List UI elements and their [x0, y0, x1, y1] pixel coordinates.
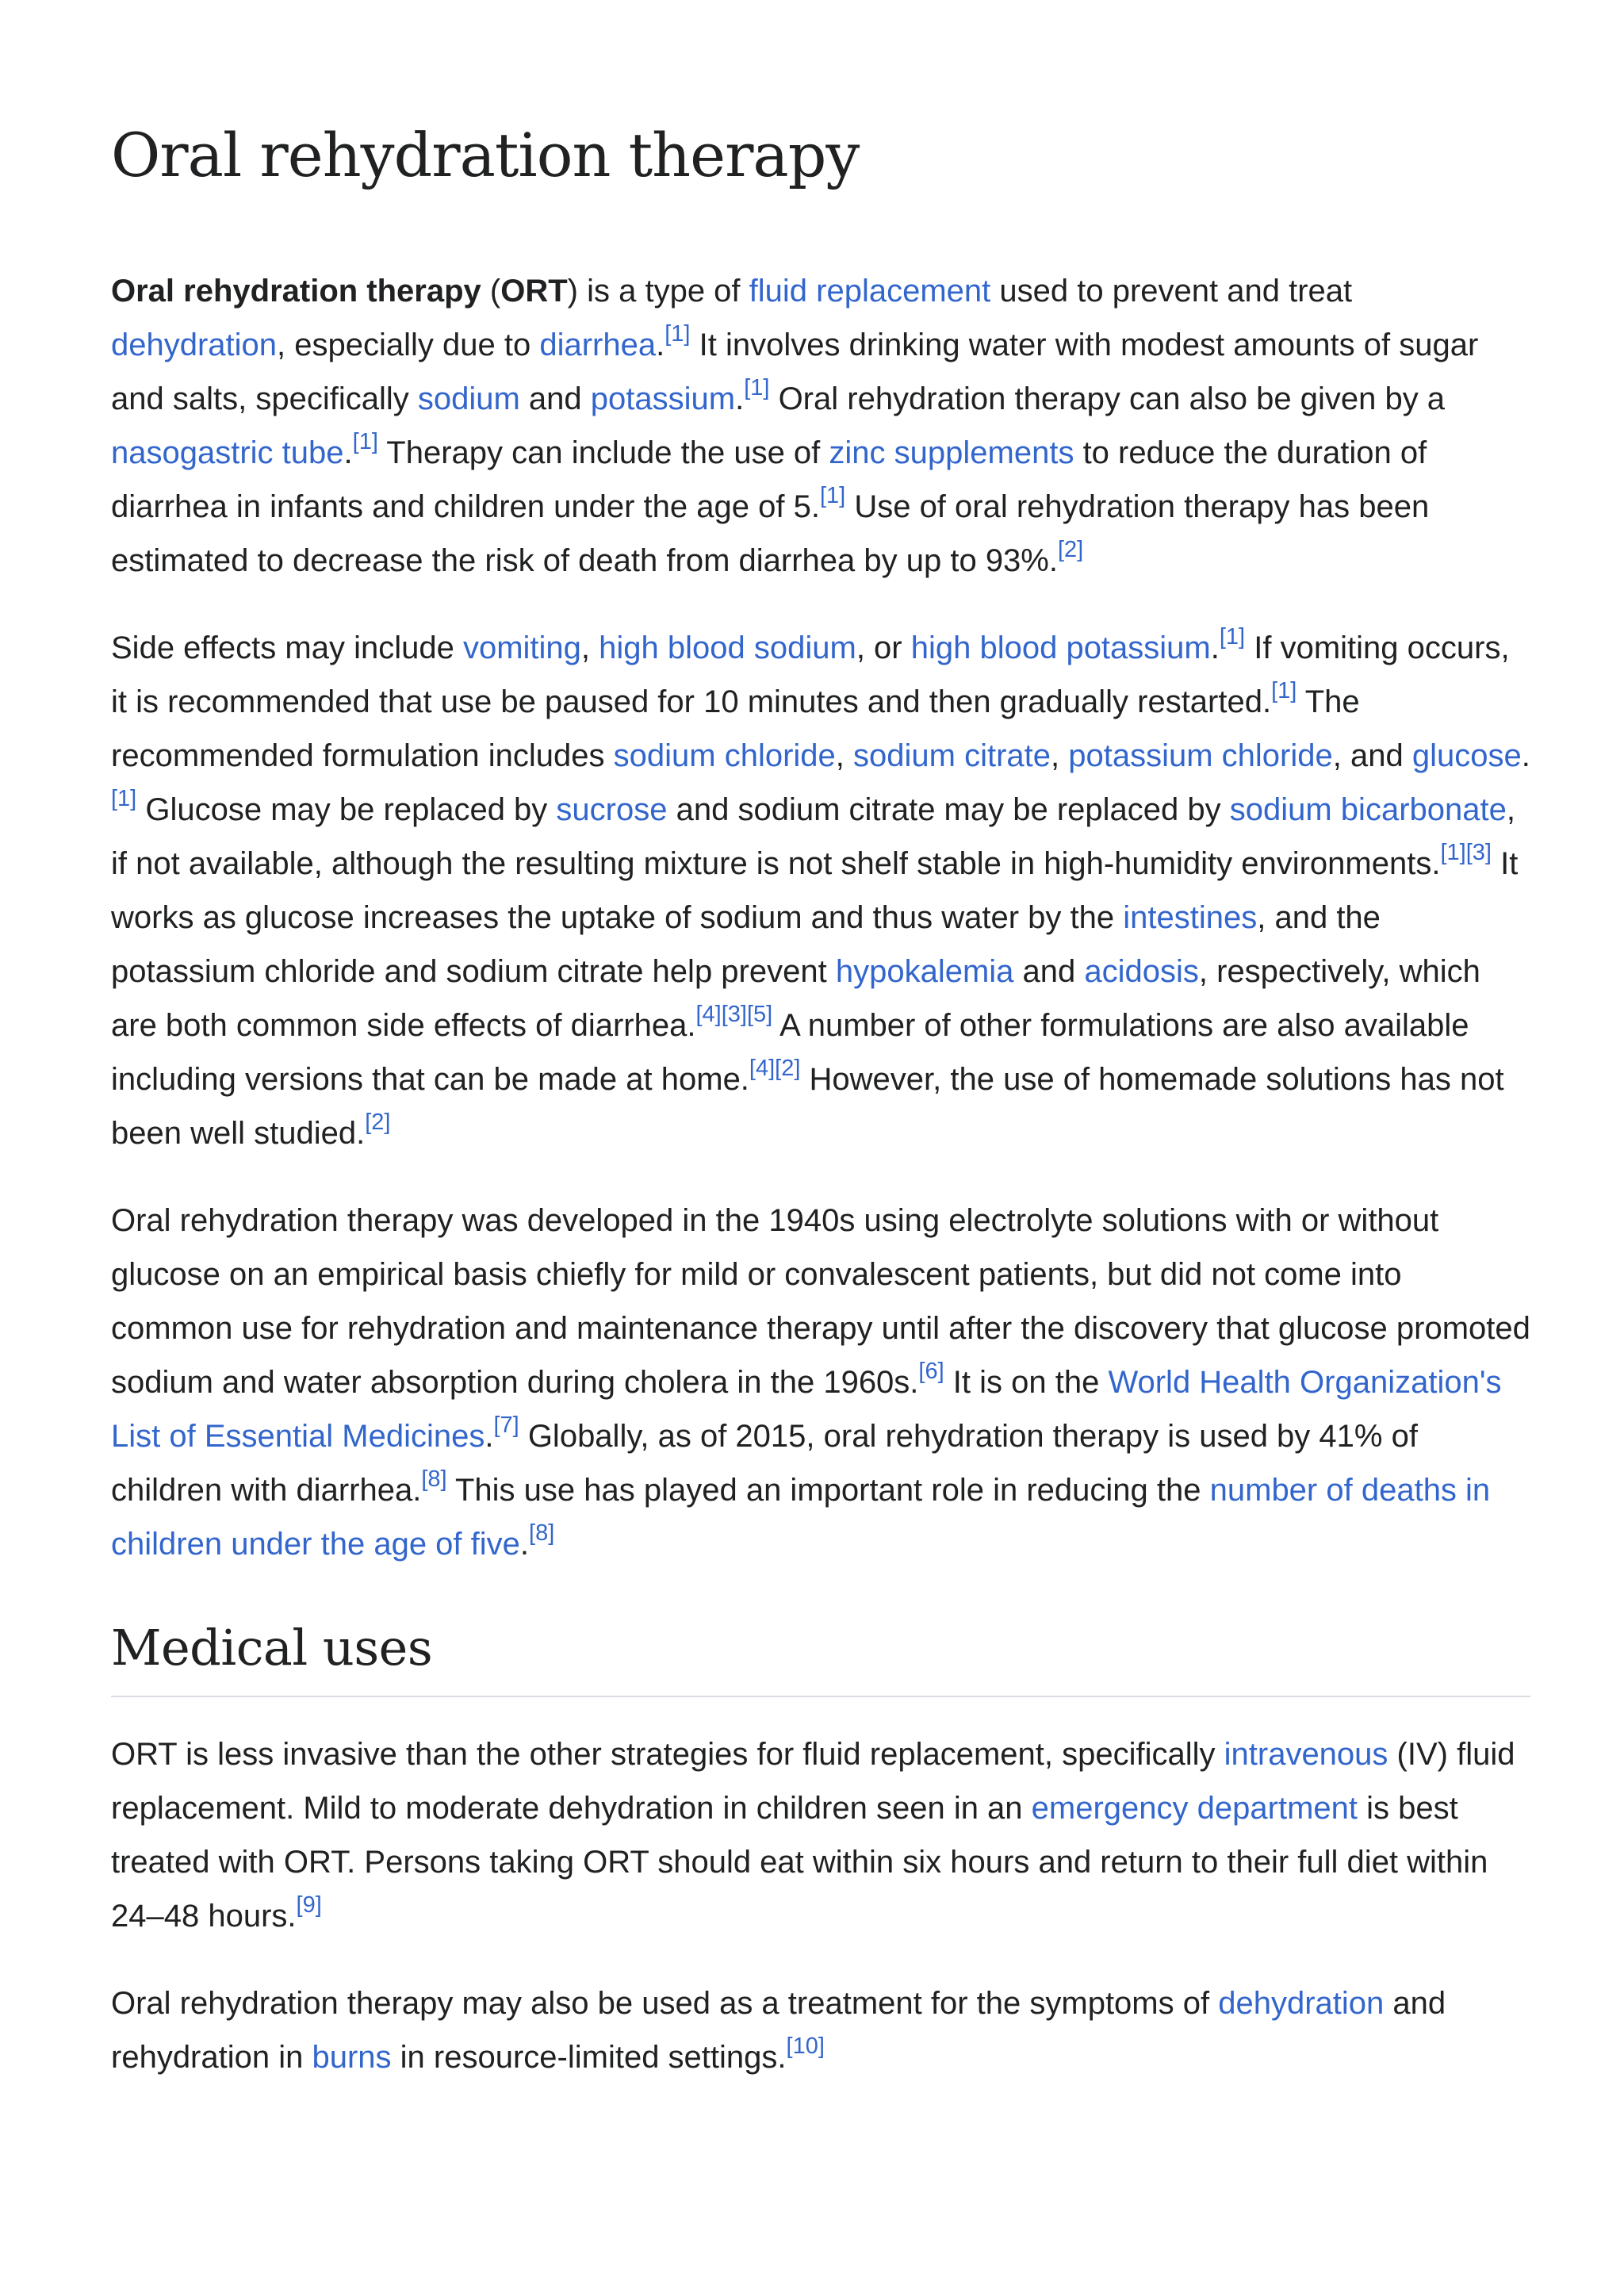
- citation-ref[interactable]: [7]: [493, 1412, 519, 1439]
- link-glucose[interactable]: glucose: [1411, 738, 1522, 774]
- page-title: Oral rehydration therapy: [111, 120, 860, 190]
- citation-ref[interactable]: [1]: [819, 483, 846, 509]
- link-nasogastric-tube[interactable]: nasogastric tube: [111, 435, 344, 471]
- link-zinc-supplements[interactable]: zinc supplements: [829, 435, 1074, 471]
- citation-ref[interactable]: [6]: [918, 1359, 944, 1385]
- link-sodium-bicarbonate[interactable]: sodium bicarbonate: [1229, 792, 1507, 828]
- medical-uses-paragraph-1: ORT is less invasive than the other strategies for fluid replacement, specifically intravenous (IV) fluid replacement. Mild to moderate dehydration in children seen in an emergency department is best treated with ORT. Persons taking ORT should eat within six hours and return to their full diet within 24–48 hours.[9]: [111, 1736, 1515, 1934]
- citation-ref[interactable]: [2]: [365, 1110, 391, 1136]
- citation-ref[interactable]: [10]: [786, 2033, 825, 2059]
- link-diarrhea[interactable]: diarrhea: [539, 328, 657, 363]
- article: [111, 0, 1530, 2084]
- link-child-mortality[interactable]: number of deaths in children under the age of five: [111, 1473, 1491, 1562]
- citation-ref[interactable]: [8]: [529, 1520, 555, 1547]
- medical-uses-paragraph-2: Oral rehydration therapy may also be used as a treatment for the symptoms of dehydration and rehydration in burns in resource-limited settings.[10]: [111, 1985, 1446, 2075]
- link-sodium-citrate[interactable]: sodium citrate: [853, 738, 1051, 774]
- citation-ref[interactable]: [1]: [665, 321, 691, 347]
- link-burns[interactable]: burns: [312, 2039, 392, 2075]
- link-dehydration[interactable]: dehydration: [1218, 1985, 1385, 2021]
- citation-ref[interactable]: [1]: [1440, 840, 1466, 866]
- link-who-essential-medicines[interactable]: World Health Organization's List of Essential Medicines: [111, 1365, 1502, 1455]
- citation-ref[interactable]: [8]: [421, 1466, 447, 1493]
- bold-abbrev: ORT: [500, 274, 568, 309]
- link-sodium-chloride[interactable]: sodium chloride: [613, 738, 836, 774]
- lead-paragraph-3: Oral rehydration therapy was developed in the 1940s using electrolyte solutions with or without glucose on an empirical basis chiefly for mild or convalescent patients, but did not come into common use for rehydration and maintenance therapy until after the discovery that glucose promoted sodium and water absorption during cholera in the 1960s.[6] It is on the World Health Organization's List of Essential Medicines.[7] Globally, as of 2015, oral rehydration therapy is used by 41% of children with diarrhea.[8] This use has played an important role in reducing the number of deaths in children under the age of five.[8]: [111, 1203, 1530, 1562]
- section-heading-medical-uses: Medical uses: [111, 1619, 1530, 1696]
- citation-ref[interactable]: [3]: [721, 1002, 747, 1028]
- citation-ref[interactable]: [2]: [1057, 537, 1084, 563]
- link-potassium[interactable]: potassium: [590, 381, 736, 417]
- lead-paragraph-2: Side effects may include vomiting, high blood sodium, or high blood potassium.[1] If vomiting occurs, it is recommended that use be paused for 10 minutes and then gradually restarted.[1] The recommended formulation includes sodium chloride, sodium citrate, potassium chloride, and glucose.[1] Glucose may be replaced by sucrose and sodium citrate may be replaced by sodium bicarbonate, if not available, although the resulting mixture is not shelf stable in high-humidity environments.[1][3] It works as glucose increases the uptake of sodium and thus water by the intestines, and the potassium chloride and sodium citrate help prevent hypokalemia and acidosis, respectively, which are both common side effects of diarrhea.[4][3][5] A number of other formulations are also available including versions that can be made at home.[4][2] However, the use of homemade solutions has not been well studied.[2]: [111, 624, 1530, 1152]
- link-dehydration[interactable]: dehydration: [111, 328, 278, 363]
- citation-ref[interactable]: [1]: [744, 375, 770, 401]
- citation-ref[interactable]: [1]: [352, 429, 378, 455]
- citation-ref[interactable]: [4]: [695, 1002, 722, 1028]
- link-emergency-department[interactable]: emergency department: [1031, 1790, 1358, 1826]
- link-vomiting[interactable]: vomiting: [462, 631, 581, 666]
- link-high-blood-sodium[interactable]: high blood sodium: [599, 631, 856, 666]
- citation-ref[interactable]: [1]: [1271, 678, 1297, 704]
- citation-ref[interactable]: [9]: [296, 1892, 322, 1918]
- link-fluid-replacement[interactable]: fluid replacement: [749, 274, 991, 309]
- citation-ref[interactable]: [4]: [749, 1056, 776, 1082]
- link-potassium-chloride[interactable]: potassium chloride: [1068, 738, 1333, 774]
- link-high-blood-potassium[interactable]: high blood potassium: [910, 631, 1211, 666]
- link-hypokalemia[interactable]: hypokalemia: [835, 954, 1014, 990]
- citation-ref[interactable]: [5]: [746, 1002, 773, 1028]
- bold-term: Oral rehydration therapy: [111, 274, 481, 309]
- citation-ref[interactable]: [2]: [775, 1056, 801, 1082]
- link-intravenous[interactable]: intravenous: [1224, 1736, 1388, 1772]
- citation-ref[interactable]: [3]: [1465, 840, 1492, 866]
- lead-paragraph-1: Oral rehydration therapy (ORT) is a type of fluid replacement used to prevent and treat dehydration, especially due to diarrhea.[1] It involves drinking water with modest amounts of sugar and salts, specifically sodium and potassium.[1] Oral rehydration therapy can also be given by a nasogastric tube.[1] Therapy can include the use of zinc supplements to reduce the duration of diarrhea in infants and children under the age of 5.[1] Use of oral rehydration therapy has been estimated to decrease the risk of death from diarrhea by up to 93%.[2]: [111, 274, 1479, 579]
- link-sodium[interactable]: sodium: [417, 381, 520, 417]
- citation-ref[interactable]: [1]: [111, 786, 137, 812]
- link-intestines[interactable]: intestines: [1123, 900, 1258, 936]
- citation-ref[interactable]: [1]: [1219, 624, 1246, 650]
- link-acidosis[interactable]: acidosis: [1084, 954, 1199, 990]
- link-sucrose[interactable]: sucrose: [556, 792, 668, 828]
